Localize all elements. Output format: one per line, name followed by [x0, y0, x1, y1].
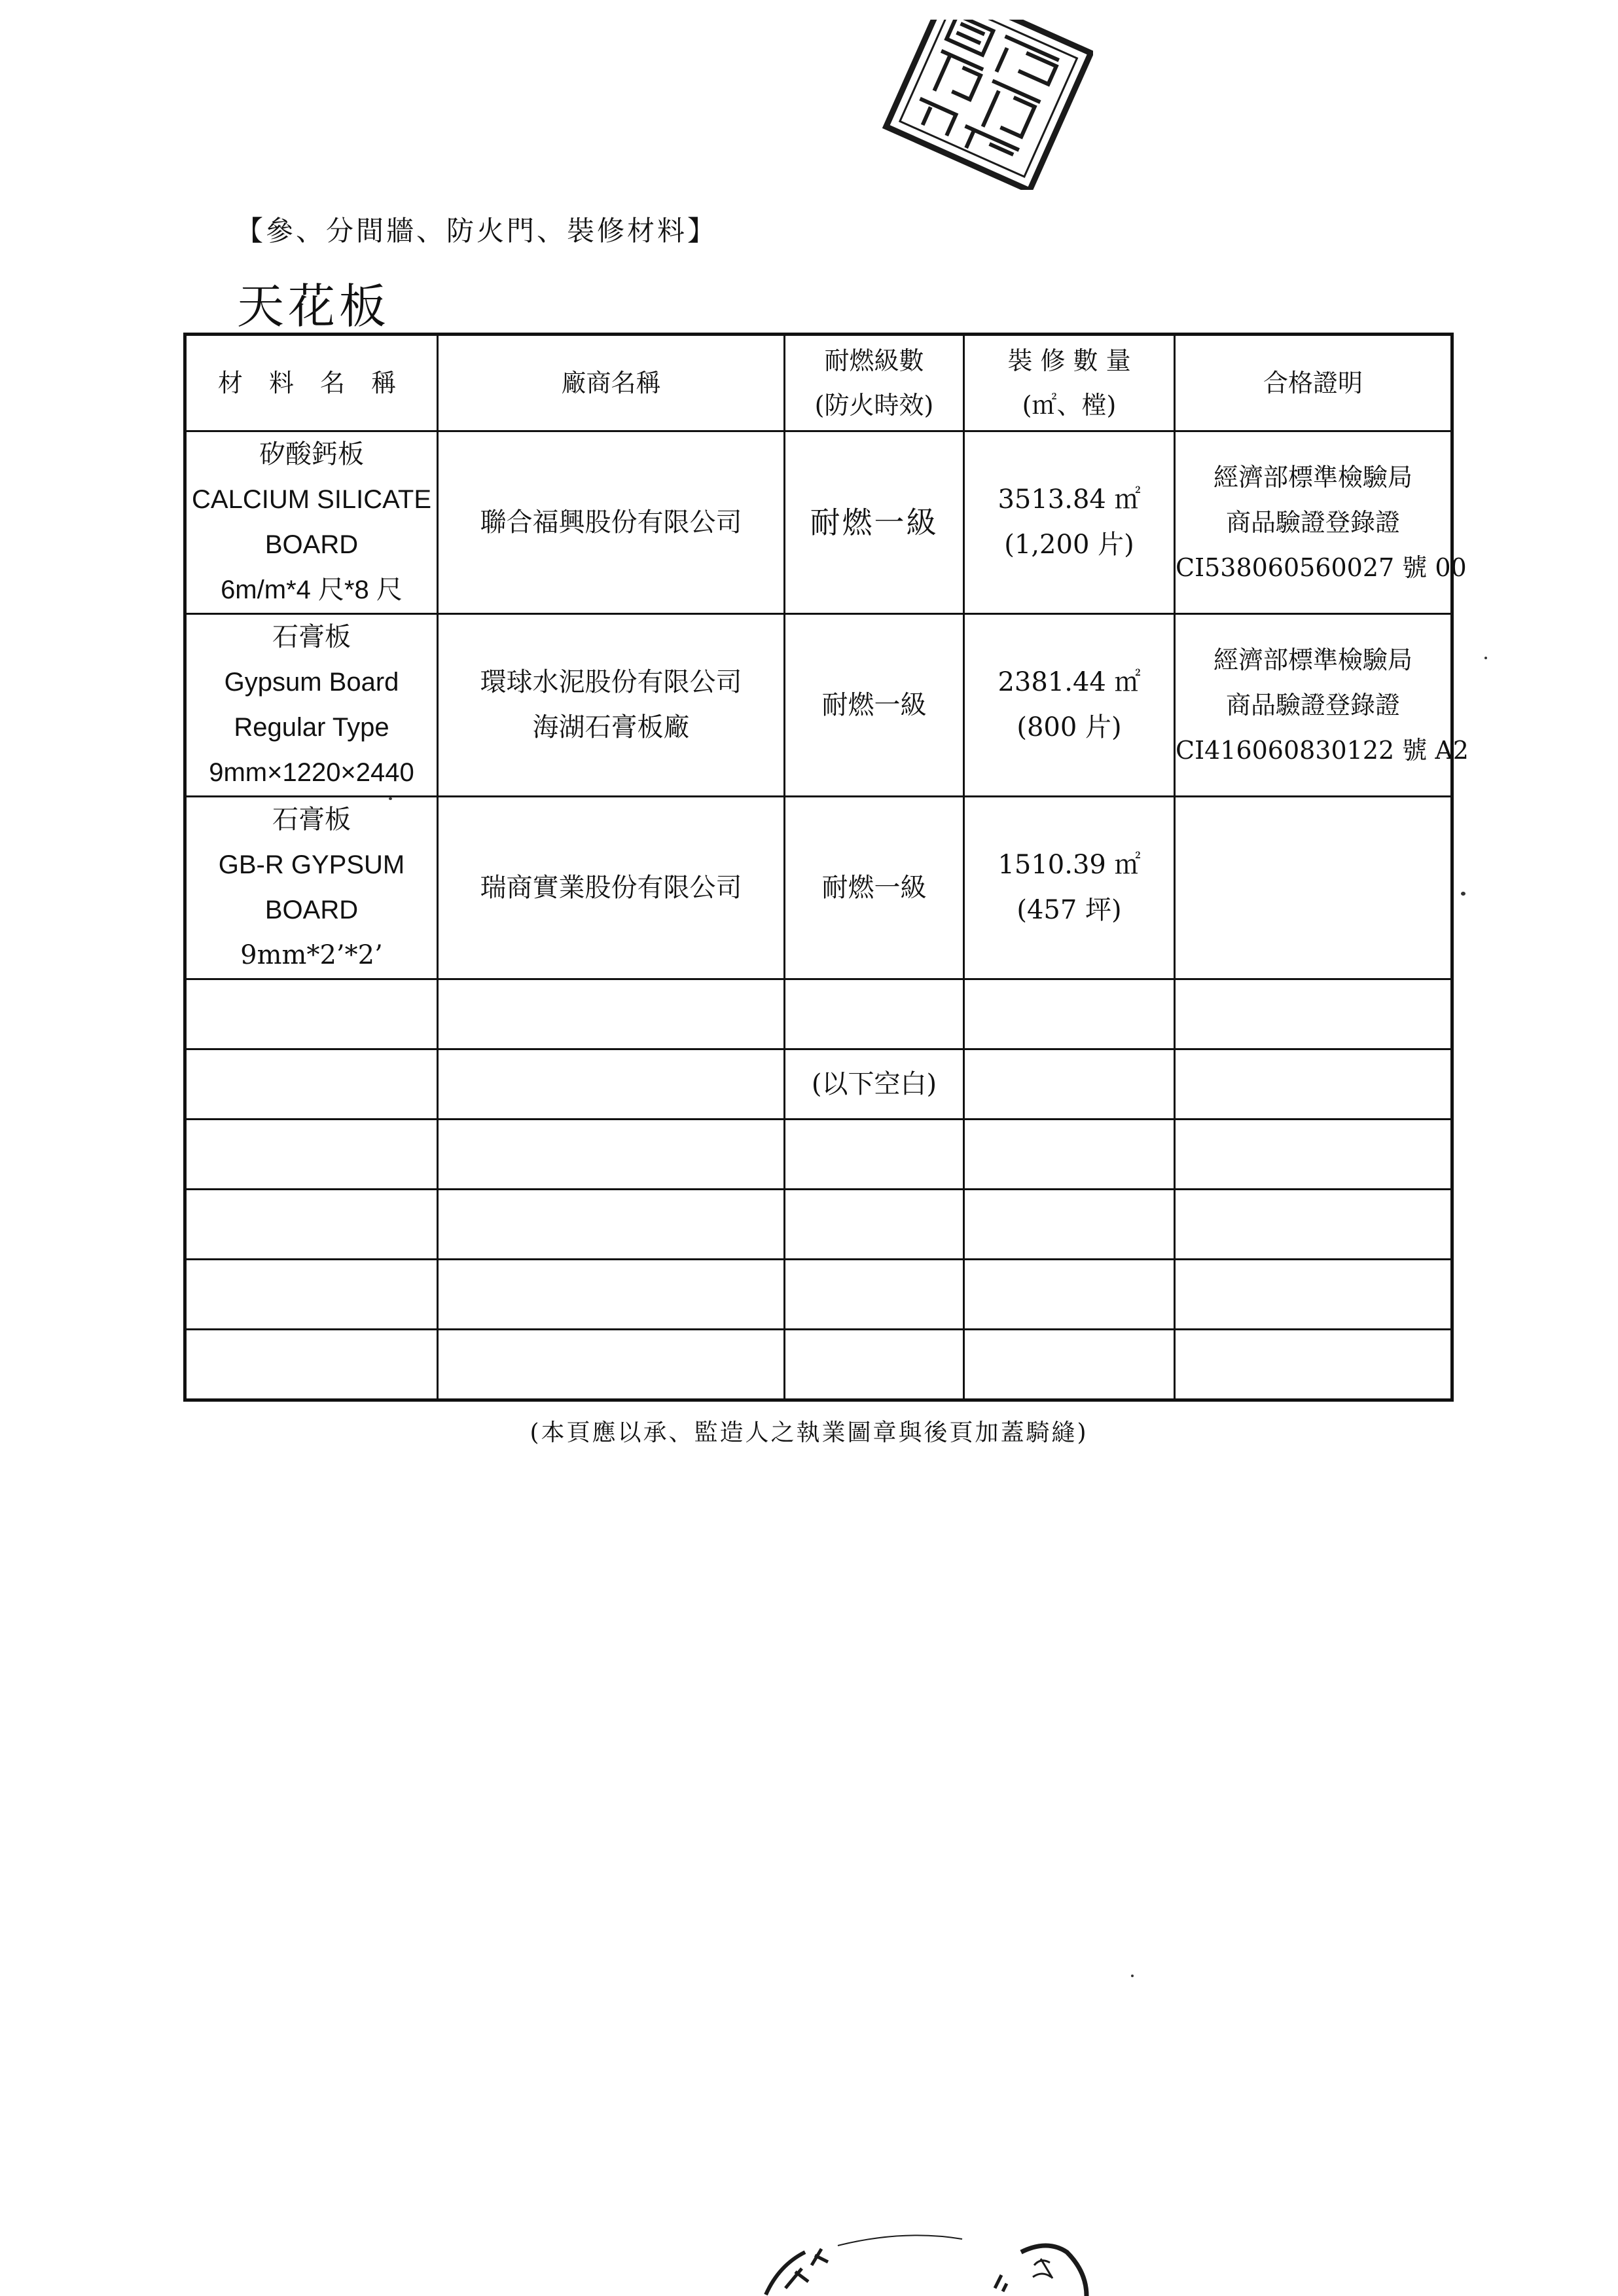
- header-manufacturer: 廠商名稱: [438, 335, 785, 431]
- table-header-row: [185, 335, 1452, 431]
- cell-material-name: 石膏板 GB-R GYPSUM BOARD 9mm*2’*2’: [185, 797, 438, 979]
- scan-speck: [1484, 657, 1487, 659]
- scan-speck: [389, 797, 392, 800]
- header-certification: 合格證明: [1175, 335, 1452, 431]
- cell-fire-grade: 耐燃一級: [785, 614, 964, 797]
- table-row-empty: [185, 979, 1452, 1049]
- cell-material-name: 矽酸鈣板 CALCIUM SILICATE BOARD 6m/m*4 尺*8 尺: [185, 431, 438, 614]
- cell-manufacturer: 聯合福興股份有限公司: [438, 431, 785, 614]
- cell-manufacturer: 環球水泥股份有限公司 海湖石膏板廠: [438, 614, 785, 797]
- scan-speck: [1131, 1975, 1134, 1977]
- ceiling-board-subtitle: 天花板: [237, 279, 391, 334]
- cell-quantity: 1510.39 ㎡ (457 坪): [964, 797, 1175, 979]
- table-row-blank-note: [185, 1049, 1452, 1120]
- official-seal-stamp-top: [871, 20, 1093, 190]
- table-row-empty: [185, 1190, 1452, 1260]
- cell-fire-grade: 耐燃一級: [785, 431, 964, 614]
- header-fire-rating: 耐燃級數 (防火時效): [785, 335, 964, 431]
- table-row-gypsum-board: [185, 614, 1452, 797]
- cell-quantity: 3513.84 ㎡ (1,200 片): [964, 431, 1175, 614]
- cell-certification: [1175, 797, 1452, 979]
- table-row-empty: [185, 1120, 1452, 1190]
- blank-note: (以下空白): [785, 1049, 964, 1120]
- header-quantity: 裝 修 數 量 (㎡、樘): [964, 335, 1175, 431]
- ceiling-materials-table: [183, 333, 1469, 1402]
- header-material-name: 材 料 名 稱: [185, 335, 438, 431]
- table-row-gbr-gypsum: [185, 797, 1452, 979]
- cell-certification: 經濟部標準檢驗局 商品驗證登錄證 CI538060560027 號 00: [1175, 431, 1452, 614]
- scan-speck: [1461, 892, 1465, 896]
- cell-manufacturer: 瑞商實業股份有限公司: [438, 797, 785, 979]
- section-title: 【參、分間牆、防火門、裝修材料】: [236, 215, 718, 247]
- seam-stamp-bottom: [759, 2226, 1100, 2296]
- cell-fire-grade: 耐燃一級: [785, 797, 964, 979]
- seam-seal-footnote: (本頁應以承、監造人之執業圖章與後頁加蓋騎縫): [530, 1419, 1088, 1446]
- table-row-empty: [185, 1330, 1452, 1400]
- table-row-empty: [185, 1260, 1452, 1330]
- cell-quantity: 2381.44 ㎡ (800 片): [964, 614, 1175, 797]
- cell-material-name: 石膏板 Gypsum Board Regular Type 9mm×1220×2440: [185, 614, 438, 797]
- cell-certification: 經濟部標準檢驗局 商品驗證登錄證 CI416060830122 號 A2: [1175, 614, 1452, 797]
- table-row-calcium-silicate: [185, 431, 1452, 614]
